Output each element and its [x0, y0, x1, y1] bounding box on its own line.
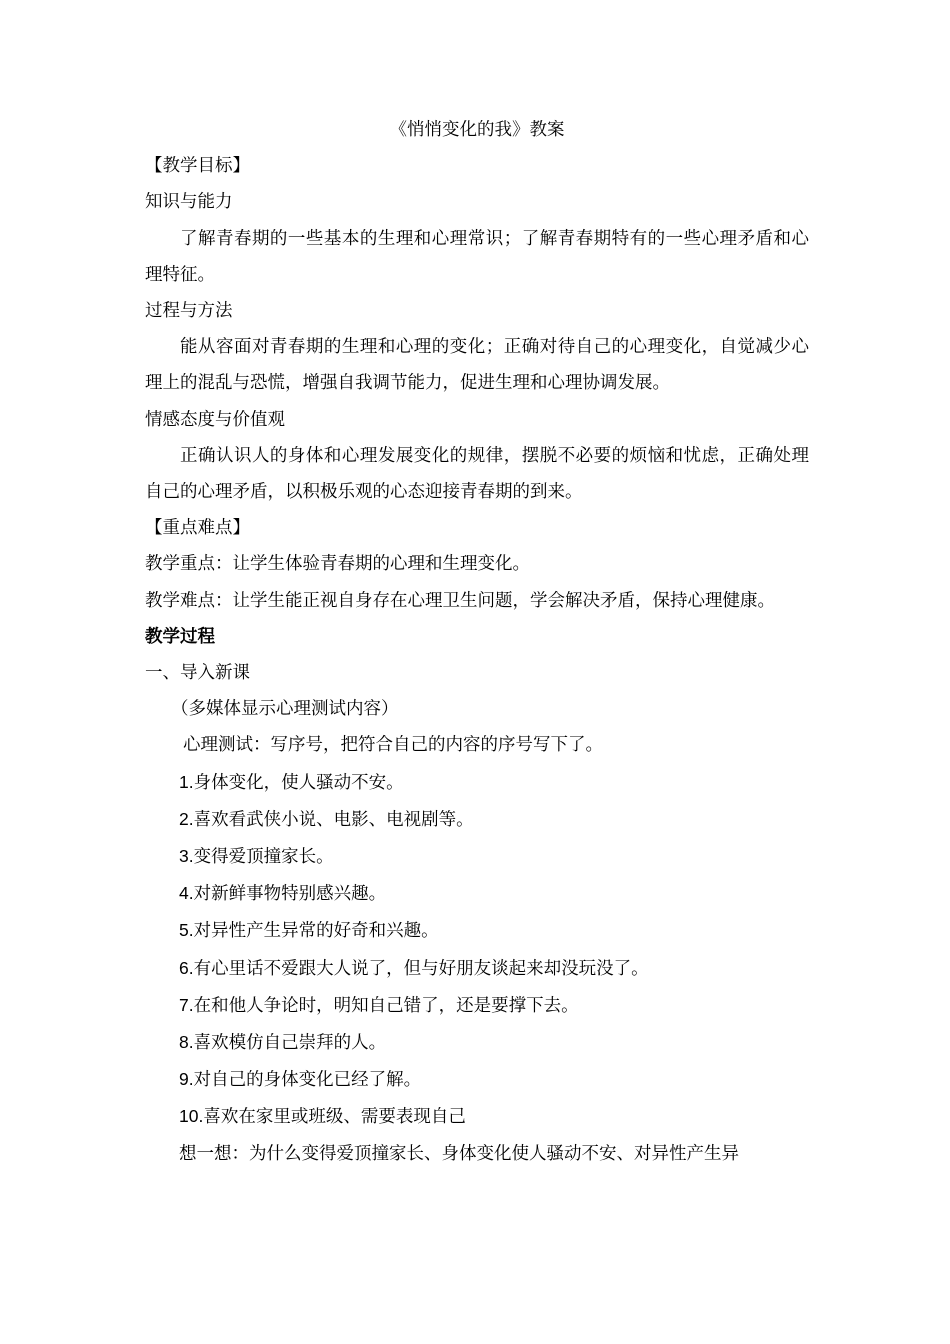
list-item	[145, 1024, 809, 1061]
knowledge-text: 了解青春期的一些基本的生理和心理常识；了解青春期特有的一些心理矛盾和心理特征。	[145, 228, 809, 285]
process-method-text: 能从容面对青春期的生理和心理的变化；正确对待自己的心理变化，自觉减少心理上的混乱与恐慌，增强自我调节能力，促进生理和心理协调发展。	[145, 337, 809, 394]
list-item-text: 变得爱顶撞家长。	[193, 847, 334, 868]
objectives-heading: 【教学目标】	[145, 156, 250, 177]
list-item-text: 在和他人争论时，明知自己错了，还是要撑下去。	[193, 995, 579, 1016]
key-point-text: 教学重点：让学生体验青春期的心理和生理变化。	[145, 554, 530, 575]
list-item-number: 2.	[179, 808, 194, 829]
list-item	[145, 764, 809, 801]
key-points-heading: 【重点难点】	[145, 518, 250, 539]
document-title: 《悄悄变化的我》教案	[389, 120, 565, 140]
knowledge-label: 知识与能力	[145, 192, 233, 213]
test-item-list	[145, 764, 809, 1136]
list-item-number: 4.	[179, 883, 194, 904]
list-item-text: 有心里话不爱跟大人说了，但与好朋友谈起来却没玩没了。	[193, 958, 649, 979]
list-item	[145, 950, 809, 987]
list-item	[145, 1098, 809, 1135]
teaching-process-heading: 教学过程	[145, 626, 215, 647]
list-item	[145, 1061, 809, 1098]
emotion-label: 情感态度与价值观	[145, 409, 285, 430]
list-item-text: 对新鲜事物特别感兴趣。	[193, 884, 387, 905]
list-item	[145, 801, 809, 838]
think-prompt: 想一想：为什么变得爱顶撞家长、身体变化使人骚动不安、对异性产生异	[179, 1143, 739, 1164]
document-body	[145, 112, 809, 1172]
list-item-text: 对自己的身体变化已经了解。	[193, 1070, 422, 1091]
list-item-text: 身体变化，使人骚动不安。	[193, 772, 404, 793]
list-item-number: 7.	[179, 994, 194, 1015]
list-item-number: 1.	[179, 771, 194, 792]
list-item-number: 3.	[179, 846, 194, 867]
test-intro: 心理测试：写序号，把符合自己的内容的序号写下了。	[183, 735, 603, 756]
emotion-text: 正确认识人的身体和心理发展变化的规律，摆脱不必要的烦恼和忧虑，正确处理自己的心理矛盾，以积极乐观的心态迎接青春期的到来。	[145, 445, 809, 503]
list-item	[145, 838, 809, 875]
list-item-number: 5.	[179, 920, 194, 941]
list-item	[145, 912, 809, 949]
section-1-heading: 一、导入新课	[145, 663, 250, 684]
list-item-text: 喜欢在家里或班级、需要表现自己	[203, 1107, 466, 1128]
list-item-number: 9.	[179, 1069, 194, 1090]
list-item-number: 10.	[179, 1106, 204, 1127]
list-item-text: 喜欢模仿自己崇拜的人。	[193, 1033, 387, 1054]
list-item	[145, 987, 809, 1024]
difficulty-text: 教学难点：让学生能正视自身存在心理卫生问题，学会解决矛盾，保持心理健康。	[145, 590, 775, 611]
list-item	[145, 875, 809, 912]
list-item-text: 喜欢看武侠小说、电影、电视剧等。	[193, 809, 474, 830]
multimedia-note: （多媒体显示心理测试内容）	[171, 699, 399, 720]
process-method-label: 过程与方法	[145, 301, 233, 322]
list-item-number: 8.	[179, 1032, 194, 1053]
list-item-text: 对异性产生异常的好奇和兴趣。	[193, 921, 439, 942]
list-item-number: 6.	[179, 957, 194, 978]
